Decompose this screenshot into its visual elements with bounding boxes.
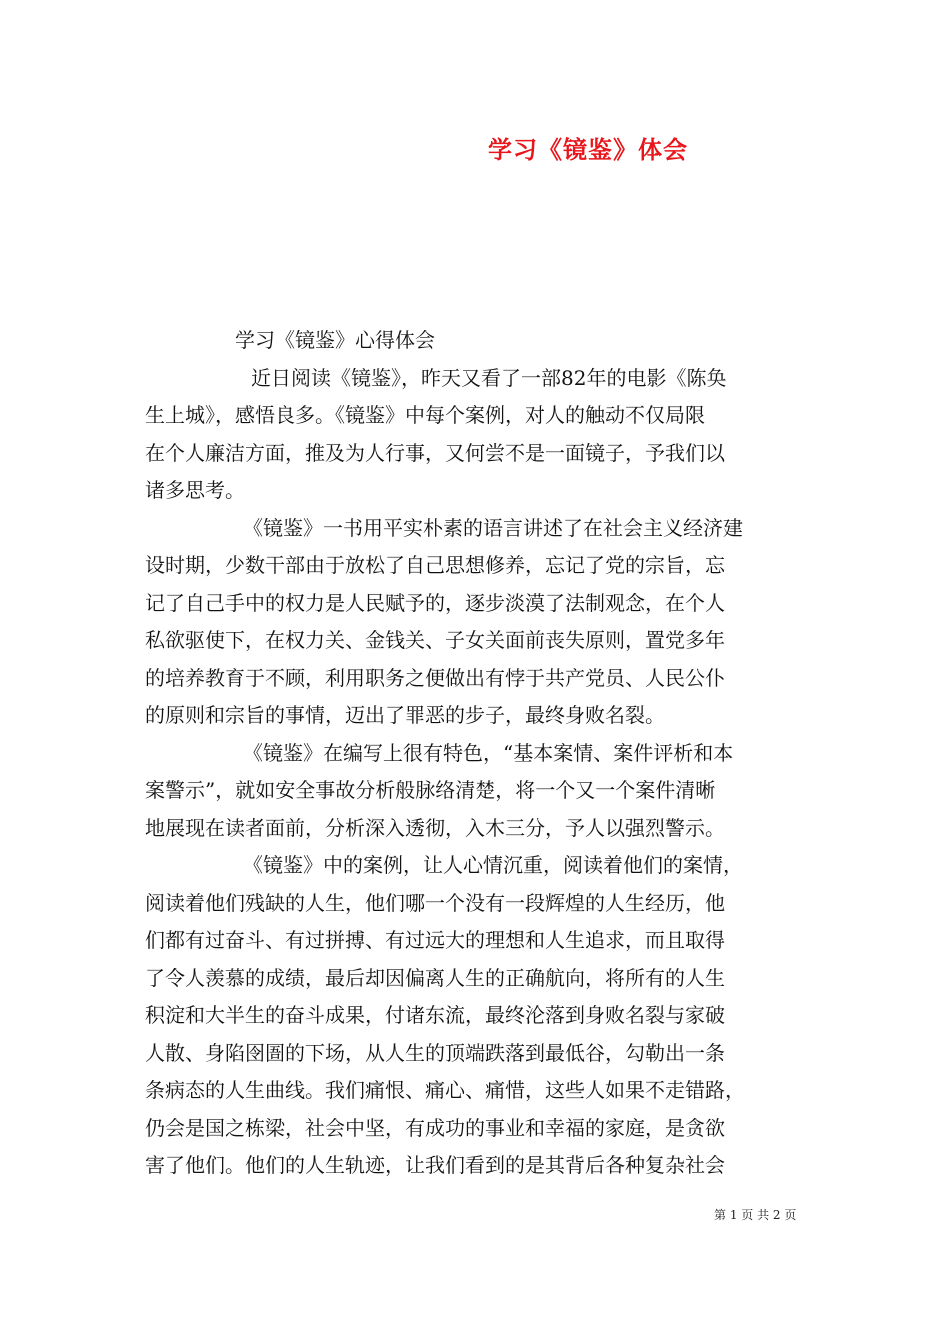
- paragraph-line: 害了他们。他们的人生轨迹，让我们看到的是其背后各种复杂社会: [145, 1153, 725, 1177]
- paragraph-line: 的培养教育于不顾，利用职务之便做出有悖于共产党员、人民公仆: [145, 665, 725, 690]
- paragraph-line: 《镜鉴》中的案例，让人心情沉重，阅读着他们的案情，: [243, 853, 743, 877]
- paragraph-line: 生上城》，感悟良多。《镜鉴》中每个案例，对人的触动不仅局限: [145, 403, 705, 427]
- document-body: [145, 322, 815, 1185]
- paragraph-line: 私欲驱使下，在权力关、金钱关、子女关面前丧失原则，置党多年: [145, 628, 725, 652]
- paragraph-line: 设时期，少数干部由于放松了自己思想修养，忘记了党的宗旨，忘: [145, 553, 725, 577]
- paragraph-line: 记了自己手中的权力是人民赋予的，逐步淡漠了法制观念，在个人: [145, 590, 725, 615]
- paragraph-line: 了令人羡慕的成绩，最后却因偏离人生的正确航向，将所有的人生: [145, 965, 725, 990]
- paragraph-line: 诸多思考。: [145, 478, 245, 502]
- paragraph-line: 地展现在读者面前，分析深入透彻，入木三分，予人以强烈警示。: [145, 815, 725, 840]
- paragraph-line: 近日阅读《镜鉴》，昨天又看了一部82年的电影《陈奂: [251, 365, 727, 390]
- paragraph-line: 案警示”，就如安全事故分析般脉络清楚，将一个又一个案件清晰: [145, 778, 716, 802]
- page-number-footer: 第 1 页 共 2 页: [714, 1208, 797, 1222]
- paragraph-line: 仍会是国之栋梁，社会中坚，有成功的事业和幸福的家庭，是贪欲: [145, 1115, 725, 1140]
- paragraph-line: 积淀和大半生的奋斗成果，付诸东流，最终沦落到身败名裂与家破: [145, 1003, 725, 1027]
- paragraph-line: 《镜鉴》在编写上很有特色，“基本案情、案件评析和本: [243, 740, 734, 765]
- paragraph-line: 的原则和宗旨的事情，迈出了罪恶的步子，最终身败名裂。: [145, 703, 665, 727]
- paragraph-line: 人散、身陷囹圄的下场，从人生的顶端跌落到最低谷，勾勒出一条: [145, 1040, 725, 1065]
- document-title: 学习《镜鉴》体会: [488, 135, 688, 164]
- paragraph-line: 《镜鉴》一书用平实朴素的语言讲述了在社会主义经济建: [243, 515, 743, 540]
- document-subtitle: 学习《镜鉴》心得体会: [235, 328, 435, 352]
- paragraph-line: 条病态的人生曲线。我们痛恨、痛心、痛惜，这些人如果不走错路，: [145, 1078, 745, 1102]
- paragraph-line: 们都有过奋斗、有过拼搏、有过远大的理想和人生追求，而且取得: [145, 928, 725, 952]
- paragraph-line: 在个人廉洁方面，推及为人行事，又何尝不是一面镜子，予我们以: [145, 440, 725, 465]
- paragraph-line: 阅读着他们残缺的人生，他们哪一个没有一段辉煌的人生经历，他: [145, 890, 725, 915]
